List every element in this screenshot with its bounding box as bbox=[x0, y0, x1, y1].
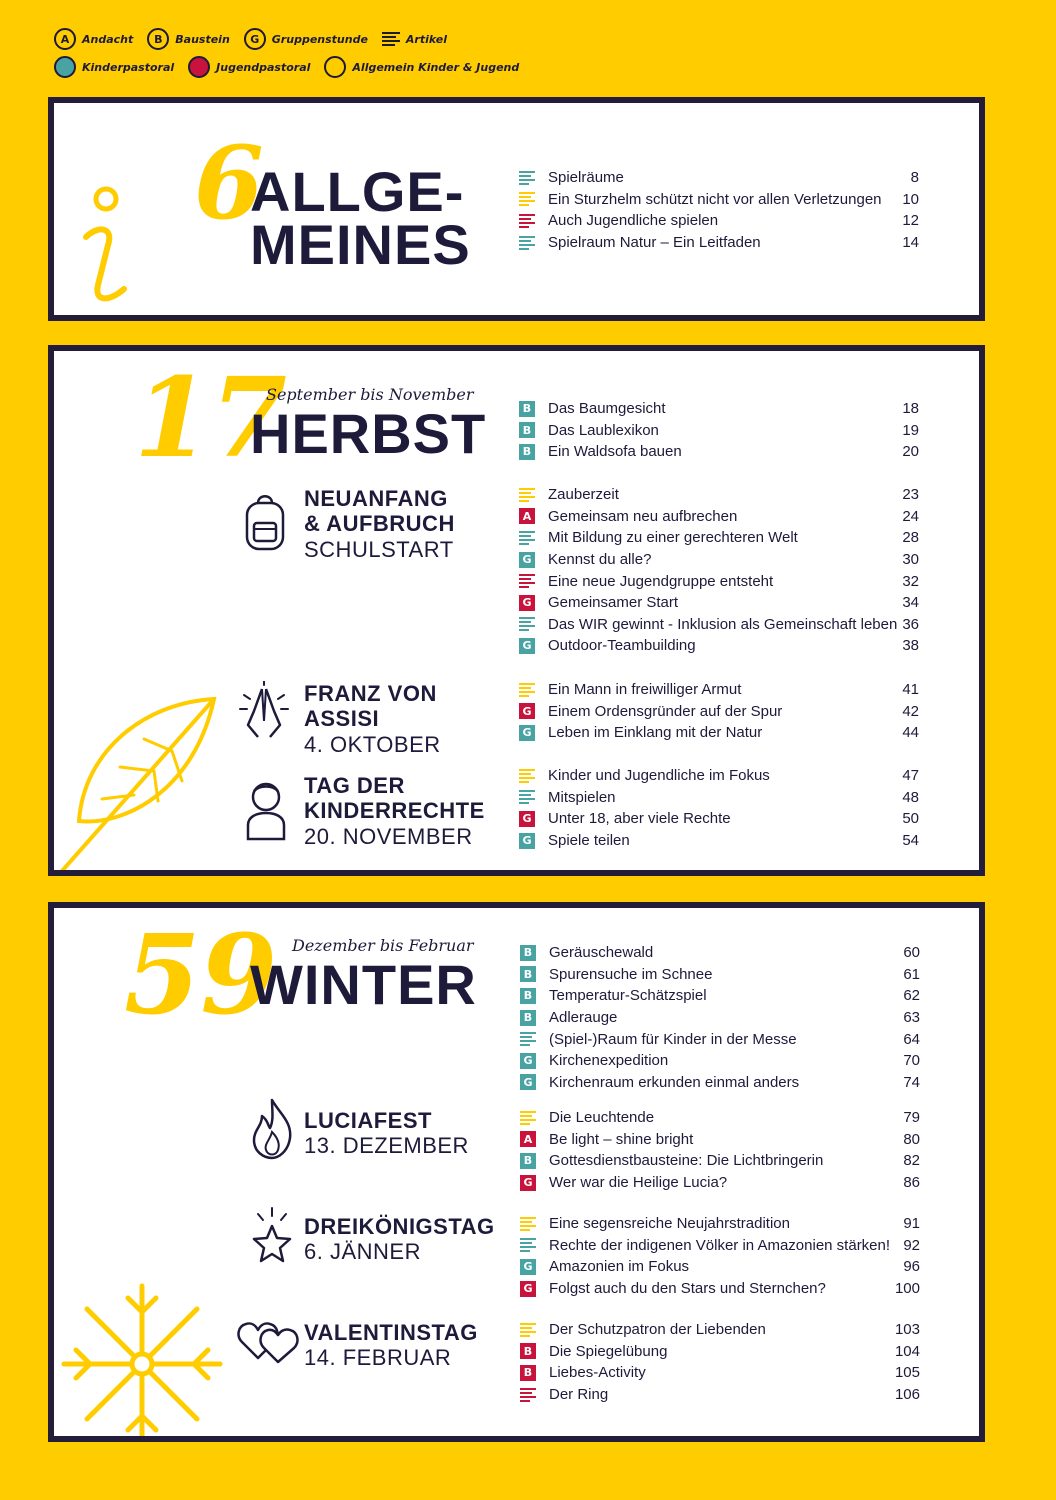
red-dot-icon bbox=[188, 56, 210, 78]
snowflake-icon bbox=[54, 1276, 230, 1442]
toc-valentin bbox=[520, 1319, 920, 1405]
article-lines-icon bbox=[519, 213, 535, 229]
toc-entry-page: 86 bbox=[903, 1174, 920, 1192]
toc-entry-page: 10 bbox=[902, 190, 919, 208]
type-badge: G bbox=[519, 703, 535, 719]
section-page-number: 17 bbox=[134, 353, 288, 482]
toc-entry-title: Eine segensreiche Neujahrstradition bbox=[549, 1215, 790, 1233]
section-page-number: 59 bbox=[124, 910, 278, 1039]
section-title: HERBST bbox=[250, 402, 487, 465]
article-lines-icon bbox=[519, 768, 535, 784]
type-badge: G bbox=[520, 1259, 536, 1275]
toc-entry-title: Eine neue Jugendgruppe entsteht bbox=[548, 572, 774, 590]
praying-hands-icon bbox=[236, 681, 292, 743]
toc-entry-title: Das Laublexikon bbox=[548, 421, 659, 439]
toc-entry[interactable] bbox=[519, 614, 919, 636]
child-icon bbox=[244, 779, 288, 841]
type-badge: G bbox=[519, 811, 535, 827]
type-badge: B bbox=[520, 988, 536, 1004]
type-badge: G bbox=[519, 638, 535, 654]
toc-entry[interactable] bbox=[520, 1341, 920, 1363]
toc-entry-page: 12 bbox=[902, 212, 919, 230]
toc-entry[interactable] bbox=[520, 1050, 920, 1072]
toc-entry-title: Folgst auch du den Stars und Sternchen? bbox=[549, 1280, 826, 1298]
toc-entry-title: Mit Bildung zu einer gerechteren Welt bbox=[548, 529, 798, 547]
section-allgemeines bbox=[48, 97, 985, 321]
type-badge: G bbox=[520, 1175, 536, 1191]
toc-entry[interactable] bbox=[519, 635, 919, 657]
toc-entry-title: Kinder und Jugendliche im Fokus bbox=[548, 767, 770, 785]
toc-entry-page: 41 bbox=[902, 681, 919, 699]
type-badge: B bbox=[520, 1010, 536, 1026]
toc-entry[interactable] bbox=[519, 398, 919, 420]
toc-winter-intro bbox=[520, 942, 920, 1093]
toc-entry-title: Spiele teilen bbox=[548, 832, 630, 850]
toc-entry-title: Liebes-Activity bbox=[549, 1364, 646, 1382]
article-lines-icon bbox=[520, 1237, 536, 1253]
toc-entry-page: 105 bbox=[894, 1364, 920, 1382]
type-badge: G bbox=[519, 725, 535, 741]
toc-entry[interactable] bbox=[519, 701, 919, 723]
toc-entry-page: 18 bbox=[902, 400, 919, 418]
toc-entry[interactable] bbox=[520, 1213, 920, 1235]
section-winter bbox=[48, 902, 985, 1442]
backpack-icon bbox=[240, 491, 290, 551]
toc-entry[interactable] bbox=[520, 964, 920, 986]
toc-entry-title: Die Spiegelübung bbox=[549, 1342, 668, 1360]
toc-entry-title: Spielraum Natur – Ein Leitfaden bbox=[548, 234, 761, 252]
toc-entry-page: 28 bbox=[902, 529, 919, 547]
toc-allgemeines bbox=[519, 167, 919, 253]
toc-entry-title: (Spiel-)Raum für Kinder in der Messe bbox=[549, 1030, 797, 1048]
toc-entry-page: 44 bbox=[902, 724, 919, 742]
toc-entry[interactable] bbox=[519, 592, 919, 614]
info-icon bbox=[68, 185, 138, 315]
toc-entry-page: 24 bbox=[902, 507, 919, 525]
theme-title-kinderrechte: TAG DER KINDERRECHTE 20. NOVEMBER bbox=[304, 773, 485, 849]
theme-title-lucia: LUCIAFEST 13. DEZEMBER bbox=[304, 1108, 469, 1159]
article-lines-icon bbox=[520, 1387, 536, 1403]
article-lines-icon bbox=[519, 789, 535, 805]
toc-entry-title: Kirchenexpedition bbox=[549, 1052, 669, 1070]
type-badge: B bbox=[520, 1153, 536, 1169]
toc-entry[interactable] bbox=[520, 1278, 920, 1300]
article-lines-icon bbox=[519, 487, 535, 503]
section-subtitle: September bis November bbox=[266, 385, 474, 404]
toc-entry-page: 42 bbox=[902, 702, 919, 720]
type-badge: A bbox=[520, 1131, 536, 1147]
article-lines-icon bbox=[519, 235, 535, 251]
toc-entry[interactable] bbox=[519, 679, 919, 701]
legend-audiences bbox=[54, 56, 574, 78]
type-badge: G bbox=[519, 833, 535, 849]
toc-entry-page: 79 bbox=[903, 1109, 920, 1127]
toc-entry-title: Spurensuche im Schnee bbox=[549, 965, 713, 983]
toc-lucia bbox=[520, 1107, 920, 1193]
article-lines-icon bbox=[520, 1110, 536, 1126]
type-badge: B bbox=[519, 422, 535, 438]
toc-entry-title: Mitspielen bbox=[548, 788, 616, 806]
section-title: WINTER bbox=[250, 953, 477, 1016]
theme-title-valentin: VALENTINSTAG 14. FEBRUAR bbox=[304, 1320, 478, 1371]
type-badge: G bbox=[520, 1053, 536, 1069]
toc-entry-title: Der Ring bbox=[549, 1386, 609, 1404]
toc-entry-title: Das Baumgesicht bbox=[548, 400, 666, 418]
toc-entry[interactable] bbox=[520, 1319, 920, 1341]
section-title: ALLGE- MEINES bbox=[250, 160, 471, 277]
toc-entry-page: 38 bbox=[902, 637, 919, 655]
toc-entry-page: 60 bbox=[903, 944, 920, 962]
toc-entry-page: 63 bbox=[903, 1009, 920, 1027]
toc-entry-title: Einem Ordensgründer auf der Spur bbox=[548, 702, 783, 720]
article-lines-icon bbox=[519, 573, 535, 589]
article-lines-icon bbox=[519, 170, 535, 186]
theme-title-dreikoenig: DREIKÖNIGSTAG 6. JÄNNER bbox=[304, 1214, 495, 1265]
toc-entry-page: 61 bbox=[903, 965, 920, 983]
type-badge: B bbox=[520, 966, 536, 982]
legend bbox=[54, 28, 574, 84]
toc-entry[interactable] bbox=[520, 1072, 920, 1094]
toc-entry-page: 30 bbox=[902, 551, 919, 569]
toc-entry-title: Unter 18, aber viele Rechte bbox=[548, 810, 731, 828]
toc-franz bbox=[519, 679, 919, 744]
toc-entry-page: 64 bbox=[903, 1030, 920, 1048]
legend-andacht: A Andacht bbox=[54, 28, 133, 50]
legend-allgemein: Allgemein Kinder & Jugend bbox=[324, 56, 519, 78]
toc-entry-title: Outdoor-Teambuilding bbox=[548, 637, 696, 655]
type-badge: G bbox=[520, 1281, 536, 1297]
article-lines-icon bbox=[520, 1322, 536, 1338]
toc-entry-page: 103 bbox=[894, 1321, 920, 1339]
star-icon bbox=[250, 1206, 294, 1266]
section-herbst bbox=[48, 345, 985, 876]
toc-entry-title: Ein Waldsofa bauen bbox=[548, 443, 682, 461]
toc-entry-page: 96 bbox=[903, 1258, 920, 1276]
toc-dreikoenig bbox=[520, 1213, 920, 1299]
toc-entry[interactable] bbox=[519, 549, 919, 571]
article-lines-icon bbox=[519, 191, 535, 207]
type-badge: B bbox=[520, 1365, 536, 1381]
type-badge: B bbox=[519, 401, 535, 417]
toc-entry-title: Temperatur-Schätzspiel bbox=[549, 987, 707, 1005]
section-page-number: 6 bbox=[194, 124, 264, 242]
flame-icon bbox=[250, 1098, 294, 1160]
toc-entry[interactable] bbox=[520, 1028, 920, 1050]
toc-entry-page: 34 bbox=[902, 594, 919, 612]
toc-entry[interactable] bbox=[520, 1129, 920, 1151]
toc-entry-page: 82 bbox=[903, 1152, 920, 1170]
section-subtitle: Dezember bis Februar bbox=[292, 936, 474, 955]
teal-dot-icon bbox=[54, 56, 76, 78]
legend-artikel: Artikel bbox=[382, 32, 447, 46]
toc-entry[interactable] bbox=[519, 167, 919, 189]
toc-entry-title: Gemeinsam neu aufbrechen bbox=[548, 507, 738, 525]
toc-entry-page: 91 bbox=[903, 1215, 920, 1233]
hearts-icon bbox=[236, 1316, 300, 1366]
toc-entry-page: 106 bbox=[894, 1386, 920, 1404]
toc-entry[interactable] bbox=[519, 830, 919, 852]
toc-entry[interactable] bbox=[519, 210, 919, 232]
toc-entry-title: Rechte der indigenen Völker in Amazonien stärken! bbox=[549, 1236, 891, 1254]
toc-entry[interactable] bbox=[520, 1150, 920, 1172]
article-lines-icon bbox=[520, 1031, 536, 1047]
toc-entry-title: Gemeinsamer Start bbox=[548, 594, 679, 612]
toc-entry-title: Wer war die Heilige Lucia? bbox=[549, 1174, 728, 1192]
toc-entry-title: Zauberzeit bbox=[548, 486, 619, 504]
toc-entry[interactable] bbox=[519, 506, 919, 528]
type-badge: G bbox=[519, 552, 535, 568]
toc-entry-page: 70 bbox=[903, 1052, 920, 1070]
toc-entry-page: 19 bbox=[902, 421, 919, 439]
toc-entry[interactable] bbox=[519, 189, 919, 211]
toc-entry-title: Die Leuchtende bbox=[549, 1109, 655, 1127]
toc-entry-title: Ein Sturzhelm schützt nicht vor allen Verletzungen bbox=[548, 190, 882, 208]
toc-entry-title: Leben im Einklang mit der Natur bbox=[548, 724, 763, 742]
theme-title-neuanfang: NEUANFANG & AUFBRUCH SCHULSTART bbox=[304, 486, 455, 562]
toc-entry-title: Spielräume bbox=[548, 169, 624, 187]
toc-entry-title: Kirchenraum erkunden einmal anders bbox=[549, 1073, 800, 1091]
toc-entry-title: Geräuschewald bbox=[549, 944, 654, 962]
type-badge: B bbox=[520, 1343, 536, 1359]
toc-entry[interactable] bbox=[519, 570, 919, 592]
theme-title-franz: FRANZ VON ASSISI 4. OKTOBER bbox=[304, 681, 441, 757]
yellow-dot-icon bbox=[324, 56, 346, 78]
toc-entry-title: Ein Mann in freiwilliger Armut bbox=[548, 681, 742, 699]
type-badge: B bbox=[519, 444, 535, 460]
toc-entry[interactable] bbox=[519, 765, 919, 787]
toc-entry[interactable] bbox=[520, 985, 920, 1007]
toc-entry[interactable] bbox=[520, 1362, 920, 1384]
toc-entry-page: 100 bbox=[894, 1280, 920, 1298]
toc-entry[interactable] bbox=[519, 527, 919, 549]
type-badge: A bbox=[519, 508, 535, 524]
toc-entry-page: 54 bbox=[902, 832, 919, 850]
article-lines-icon bbox=[519, 682, 535, 698]
toc-entry-page: 47 bbox=[902, 767, 919, 785]
article-lines-icon bbox=[520, 1216, 536, 1232]
toc-entry-title: Be light – shine bright bbox=[549, 1130, 694, 1148]
article-lines-icon bbox=[382, 32, 400, 46]
toc-entry[interactable] bbox=[520, 1107, 920, 1129]
type-badge: G bbox=[519, 595, 535, 611]
toc-entry-title: Gottesdienstbausteine: Die Lichtbringerin bbox=[549, 1152, 824, 1170]
legend-baustein: B Baustein bbox=[147, 28, 230, 50]
legend-kinderpastoral: Kinderpastoral bbox=[54, 56, 174, 78]
toc-entry[interactable] bbox=[520, 1235, 920, 1257]
toc-entry[interactable] bbox=[519, 441, 919, 463]
type-badge: B bbox=[520, 945, 536, 961]
toc-entry-page: 36 bbox=[902, 615, 919, 633]
toc-entry[interactable] bbox=[520, 1256, 920, 1278]
leaf-icon bbox=[54, 691, 224, 876]
toc-entry-title: Amazonien im Fokus bbox=[549, 1258, 690, 1276]
type-badge: G bbox=[520, 1074, 536, 1090]
toc-entry-page: 8 bbox=[910, 169, 919, 187]
toc-entry[interactable] bbox=[519, 722, 919, 744]
toc-entry-page: 92 bbox=[903, 1236, 920, 1254]
toc-entry-page: 23 bbox=[902, 486, 919, 504]
toc-entry[interactable] bbox=[519, 787, 919, 809]
toc-entry[interactable] bbox=[519, 808, 919, 830]
article-lines-icon bbox=[519, 616, 535, 632]
toc-entry-page: 74 bbox=[903, 1073, 920, 1091]
toc-kinderrechte bbox=[519, 765, 919, 851]
toc-entry[interactable] bbox=[519, 484, 919, 506]
toc-entry-page: 80 bbox=[903, 1130, 920, 1148]
legend-types bbox=[54, 28, 574, 50]
toc-entry[interactable] bbox=[519, 232, 919, 254]
toc-entry[interactable] bbox=[520, 1007, 920, 1029]
legend-gruppenstunde: G Gruppenstunde bbox=[244, 28, 368, 50]
toc-entry[interactable] bbox=[519, 420, 919, 442]
toc-entry-page: 32 bbox=[902, 572, 919, 590]
toc-entry-title: Das WIR gewinnt - Inklusion als Gemeinschaft leben bbox=[548, 615, 898, 633]
toc-entry-page: 20 bbox=[902, 443, 919, 461]
toc-entry[interactable] bbox=[520, 1172, 920, 1194]
toc-entry[interactable] bbox=[520, 1384, 920, 1406]
toc-herbst-intro bbox=[519, 398, 919, 463]
toc-neuanfang bbox=[519, 484, 919, 657]
toc-entry-page: 14 bbox=[902, 234, 919, 252]
article-lines-icon bbox=[519, 530, 535, 546]
legend-jugendpastoral: Jugendpastoral bbox=[188, 56, 310, 78]
toc-entry-title: Adlerauge bbox=[549, 1009, 618, 1027]
toc-entry-page: 50 bbox=[902, 810, 919, 828]
toc-entry-page: 104 bbox=[894, 1342, 920, 1360]
toc-entry-title: Der Schutzpatron der Liebenden bbox=[549, 1321, 766, 1339]
toc-entry[interactable] bbox=[520, 942, 920, 964]
toc-entry-page: 48 bbox=[902, 788, 919, 806]
toc-entry-title: Auch Jugendliche spielen bbox=[548, 212, 719, 230]
toc-entry-page: 62 bbox=[903, 987, 920, 1005]
toc-entry-title: Kennst du alle? bbox=[548, 551, 652, 569]
